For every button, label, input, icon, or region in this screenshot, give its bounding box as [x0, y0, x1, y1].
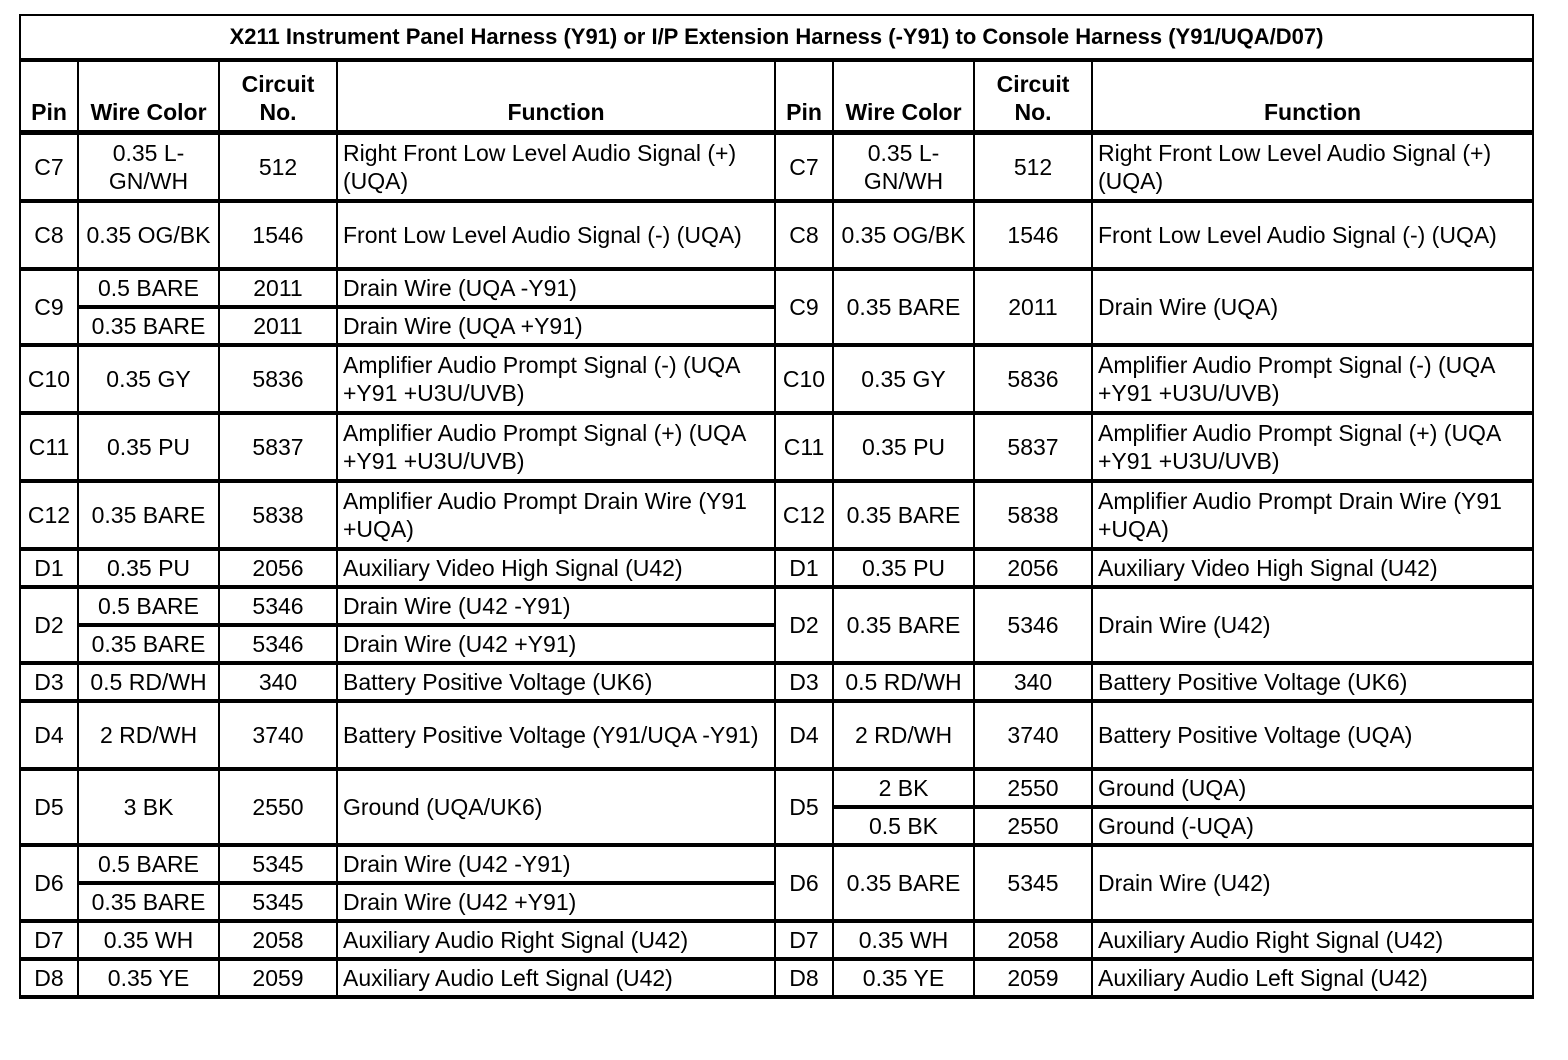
- wire-color-cell: 2 BK: [833, 769, 974, 807]
- wire-color-cell: 0.5 BARE: [78, 587, 219, 625]
- header-circuit: [219, 60, 337, 133]
- circuit-cell: 5346: [974, 587, 1092, 663]
- pin-cell: D1: [20, 549, 78, 587]
- header-pin: Pin: [775, 60, 833, 133]
- function-cell: Auxiliary Audio Left Signal (U42): [337, 959, 775, 997]
- wire-color-cell: 0.35 PU: [833, 549, 974, 587]
- circuit-cell: 2056: [974, 549, 1092, 587]
- pin-cell: C12: [20, 481, 78, 549]
- wire-color-cell: 0.35 BARE: [78, 307, 219, 345]
- pin-cell: C8: [775, 201, 833, 269]
- function-cell: Amplifier Audio Prompt Signal (+) (UQA +Y91 +U3U/UVB): [337, 413, 775, 481]
- function-cell: Auxiliary Audio Left Signal (U42): [1092, 959, 1533, 997]
- circuit-cell: 5346: [219, 587, 337, 625]
- circuit-cell: 340: [974, 663, 1092, 701]
- circuit-cell: 2011: [219, 269, 337, 307]
- wire-color-cell: 0.5 RD/WH: [833, 663, 974, 701]
- header-row: [20, 60, 1533, 133]
- connector-end-view-table: [19, 14, 1534, 999]
- circuit-cell: 2550: [974, 769, 1092, 807]
- table-row: [20, 413, 1533, 481]
- function-cell: Drain Wire (U42): [1092, 587, 1533, 663]
- pin-cell: C10: [775, 345, 833, 413]
- circuit-cell: 340: [219, 663, 337, 701]
- wire-color-cell: 0.35 GY: [78, 345, 219, 413]
- circuit-cell: 5345: [219, 845, 337, 883]
- circuit-cell: 2011: [974, 269, 1092, 345]
- circuit-cell: 512: [219, 133, 337, 202]
- wire-color-cell: 0.35 BARE: [833, 587, 974, 663]
- wire-color-cell: 0.5 BARE: [78, 269, 219, 307]
- circuit-cell: 2011: [219, 307, 337, 345]
- connector-table-wrapper: [19, 14, 1532, 999]
- header-circuit-line1: Circuit: [241, 71, 315, 97]
- function-cell: Auxiliary Video High Signal (U42): [1092, 549, 1533, 587]
- circuit-cell: 2058: [219, 921, 337, 959]
- header-circuit-line1: Circuit: [996, 71, 1070, 97]
- pin-cell: D2: [775, 587, 833, 663]
- table-row: [20, 345, 1533, 413]
- wire-color-cell: 0.35 BARE: [833, 269, 974, 345]
- circuit-cell: 2058: [974, 921, 1092, 959]
- function-cell: Front Low Level Audio Signal (-) (UQA): [1092, 201, 1533, 269]
- pin-cell: C9: [20, 269, 78, 345]
- pin-cell: C11: [20, 413, 78, 481]
- function-cell: Amplifier Audio Prompt Drain Wire (Y91 +UQA): [337, 481, 775, 549]
- pin-cell: D2: [20, 587, 78, 663]
- function-cell: Drain Wire (U42 +Y91): [337, 625, 775, 663]
- header-function: Function: [337, 60, 775, 133]
- wire-color-cell: 0.35 GY: [833, 345, 974, 413]
- function-cell: Front Low Level Audio Signal (-) (UQA): [337, 201, 775, 269]
- wire-color-cell: 0.35 YE: [78, 959, 219, 997]
- circuit-cell: 1546: [974, 201, 1092, 269]
- table-row: [20, 769, 1533, 807]
- wire-color-cell: 0.35 BARE: [78, 625, 219, 663]
- wire-color-cell: 0.35 WH: [833, 921, 974, 959]
- wire-color-cell: 0.35 BARE: [833, 481, 974, 549]
- table-row: [20, 201, 1533, 269]
- circuit-cell: 5345: [219, 883, 337, 921]
- pin-cell: D7: [20, 921, 78, 959]
- function-cell: Drain Wire (U42 +Y91): [337, 883, 775, 921]
- pin-cell: D4: [775, 701, 833, 769]
- pin-cell: C11: [775, 413, 833, 481]
- wire-color-cell: 0.35 OG/BK: [833, 201, 974, 269]
- pin-cell: C9: [775, 269, 833, 345]
- table-row: [20, 845, 1533, 883]
- wire-color-cell: 0.35 BARE: [833, 845, 974, 921]
- function-cell: Auxiliary Audio Right Signal (U42): [337, 921, 775, 959]
- pin-cell: D8: [775, 959, 833, 997]
- circuit-cell: 2056: [219, 549, 337, 587]
- circuit-cell: 2550: [974, 807, 1092, 845]
- wire-color-cell: 0.5 RD/WH: [78, 663, 219, 701]
- pin-cell: D1: [775, 549, 833, 587]
- header-wire-color: Wire Color: [78, 60, 219, 133]
- function-cell: Battery Positive Voltage (UK6): [337, 663, 775, 701]
- function-cell: Amplifier Audio Prompt Signal (-) (UQA +Y91 +U3U/UVB): [337, 345, 775, 413]
- wire-color-cell: 0.35 OG/BK: [78, 201, 219, 269]
- circuit-cell: 5837: [974, 413, 1092, 481]
- header-circuit-line2: No.: [259, 99, 297, 125]
- circuit-cell: 1546: [219, 201, 337, 269]
- table-row: [20, 663, 1533, 701]
- wire-color-cell: 2 RD/WH: [833, 701, 974, 769]
- pin-cell: C7: [775, 133, 833, 202]
- function-cell: Battery Positive Voltage (UQA): [1092, 701, 1533, 769]
- wire-color-cell: 0.5 BARE: [78, 845, 219, 883]
- wire-color-cell: 0.35 WH: [78, 921, 219, 959]
- circuit-cell: 3740: [974, 701, 1092, 769]
- function-cell: Battery Positive Voltage (Y91/UQA -Y91): [337, 701, 775, 769]
- wire-color-cell: 0.35 L-GN/WH: [833, 133, 974, 202]
- wire-color-cell: 0.35 BARE: [78, 481, 219, 549]
- function-cell: Right Front Low Level Audio Signal (+) (UQA): [1092, 133, 1533, 202]
- pin-cell: D3: [20, 663, 78, 701]
- function-cell: Drain Wire (U42 -Y91): [337, 845, 775, 883]
- pin-cell: C12: [775, 481, 833, 549]
- pin-cell: D5: [775, 769, 833, 845]
- table-row: [20, 921, 1533, 959]
- pin-cell: D6: [775, 845, 833, 921]
- wire-color-cell: 0.35 YE: [833, 959, 974, 997]
- wire-color-cell: 0.5 BK: [833, 807, 974, 845]
- header-pin: Pin: [20, 60, 78, 133]
- pin-cell: C10: [20, 345, 78, 413]
- function-cell: Ground (UQA/UK6): [337, 769, 775, 845]
- table-row: [20, 481, 1533, 549]
- function-cell: Drain Wire (UQA -Y91): [337, 269, 775, 307]
- pin-cell: D3: [775, 663, 833, 701]
- circuit-cell: 512: [974, 133, 1092, 202]
- table-row: [20, 959, 1533, 997]
- table-row: [20, 587, 1533, 625]
- wire-color-cell: 0.35 PU: [833, 413, 974, 481]
- pin-cell: D6: [20, 845, 78, 921]
- function-cell: Auxiliary Audio Right Signal (U42): [1092, 921, 1533, 959]
- wire-color-cell: 3 BK: [78, 769, 219, 845]
- pin-cell: D8: [20, 959, 78, 997]
- function-cell: Battery Positive Voltage (UK6): [1092, 663, 1533, 701]
- function-cell: Auxiliary Video High Signal (U42): [337, 549, 775, 587]
- circuit-cell: 3740: [219, 701, 337, 769]
- table-row: [20, 133, 1533, 202]
- circuit-cell: 5836: [974, 345, 1092, 413]
- header-circuit: [974, 60, 1092, 133]
- pin-cell: C8: [20, 201, 78, 269]
- circuit-cell: 5838: [219, 481, 337, 549]
- circuit-cell: 2059: [974, 959, 1092, 997]
- circuit-cell: 5838: [974, 481, 1092, 549]
- function-cell: Drain Wire (U42 -Y91): [337, 587, 775, 625]
- table-row: [20, 269, 1533, 307]
- function-cell: Amplifier Audio Prompt Signal (+) (UQA +Y91 +U3U/UVB): [1092, 413, 1533, 481]
- circuit-cell: 5836: [219, 345, 337, 413]
- circuit-cell: 5346: [219, 625, 337, 663]
- function-cell: Amplifier Audio Prompt Signal (-) (UQA +Y91 +U3U/UVB): [1092, 345, 1533, 413]
- wire-color-cell: 0.35 L-GN/WH: [78, 133, 219, 202]
- table-title: X211 Instrument Panel Harness (Y91) or I/P Extension Harness (-Y91) to Console Harness (Y91/UQA/D07): [20, 15, 1533, 60]
- function-cell: Ground (-UQA): [1092, 807, 1533, 845]
- pin-cell: D5: [20, 769, 78, 845]
- function-cell: Amplifier Audio Prompt Drain Wire (Y91 +UQA): [1092, 481, 1533, 549]
- pin-cell: C7: [20, 133, 78, 202]
- header-circuit-line2: No.: [1014, 99, 1052, 125]
- pin-cell: D4: [20, 701, 78, 769]
- wire-color-cell: 0.35 PU: [78, 549, 219, 587]
- function-cell: Ground (UQA): [1092, 769, 1533, 807]
- table-row: [20, 549, 1533, 587]
- circuit-cell: 5837: [219, 413, 337, 481]
- circuit-cell: 2059: [219, 959, 337, 997]
- circuit-cell: 2550: [219, 769, 337, 845]
- table-row: [20, 701, 1533, 769]
- function-cell: Right Front Low Level Audio Signal (+) (UQA): [337, 133, 775, 202]
- function-cell: Drain Wire (UQA +Y91): [337, 307, 775, 345]
- wire-color-cell: 2 RD/WH: [78, 701, 219, 769]
- pin-cell: D7: [775, 921, 833, 959]
- wire-color-cell: 0.35 BARE: [78, 883, 219, 921]
- function-cell: Drain Wire (U42): [1092, 845, 1533, 921]
- function-cell: Drain Wire (UQA): [1092, 269, 1533, 345]
- wire-color-cell: 0.35 PU: [78, 413, 219, 481]
- header-wire-color: Wire Color: [833, 60, 974, 133]
- header-function: Function: [1092, 60, 1533, 133]
- circuit-cell: 5345: [974, 845, 1092, 921]
